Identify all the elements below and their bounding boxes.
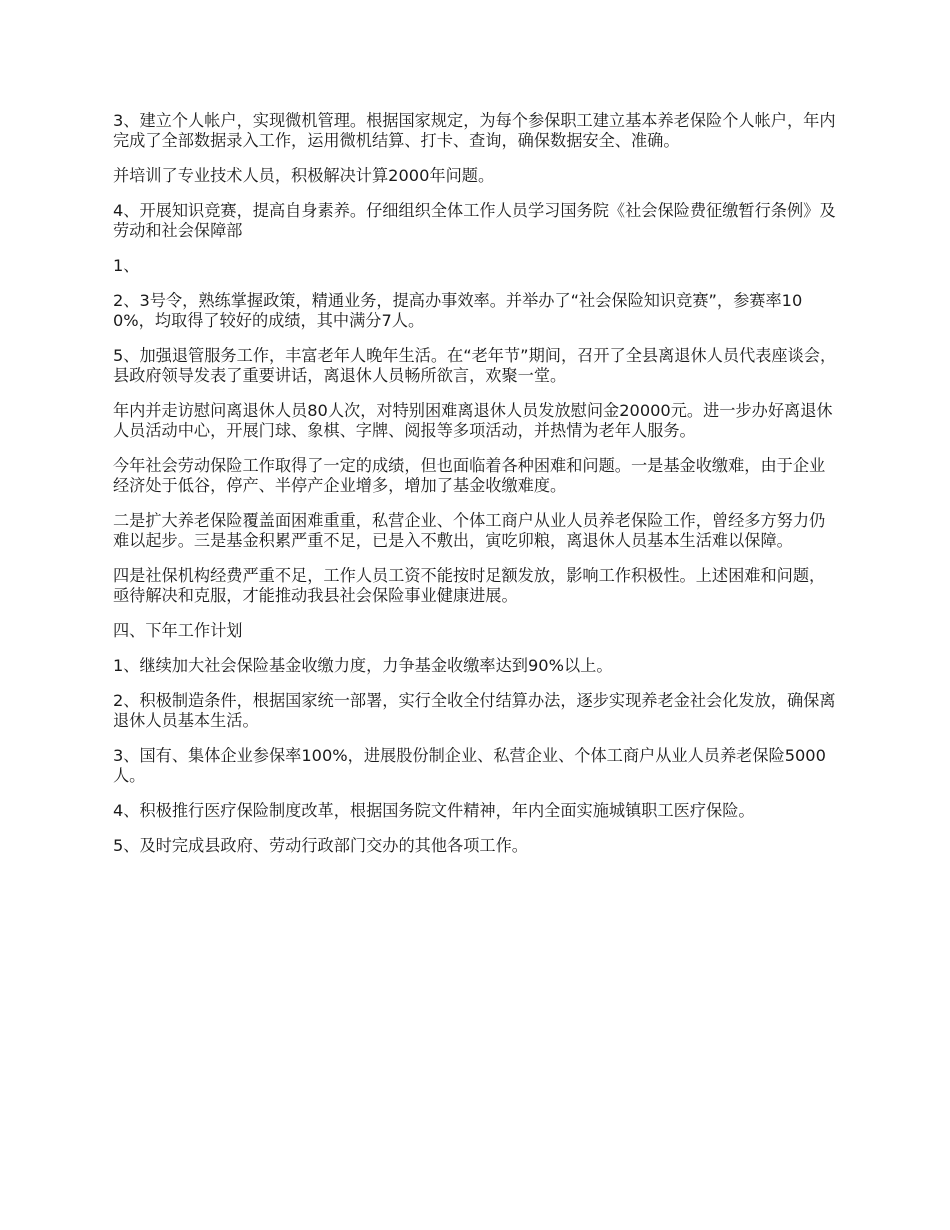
document-body	[113, 111, 838, 856]
paragraph-funding-shortage: 四是社保机构经费严重不足，工作人员工资不能按时足额发放，影响工作积极性。上述困难和问题，亟待解决和克服，才能推动我县社会保险事业健康进展。	[113, 566, 826, 605]
paragraph-contest-results: 2、3号令，熟练掌握政策，精通业务，提高办事效率。并举办了“社会保险知识竞赛”，参赛率100%，均取得了较好的成绩，其中满分7人。	[113, 291, 803, 330]
paragraph-retiree-visits: 年内并走访慰问离退休人员80人次，对特别困难离退休人员发放慰问金20000元。进一步办好离退休人员活动中心，开展门球、象棋、字牌、阅报等多项活动，并热情为老年人服务。	[113, 401, 833, 440]
plan-item-2: 2、积极制造条件，根据国家统一部署，实行全收全付结算办法，逐步实现养老金社会化发放，确保离退休人员基本生活。	[113, 691, 836, 730]
paragraph-technical-training: 并培训了专业技术人员，积极解决计算2000年问题。	[113, 166, 495, 185]
plan-item-5: 5、及时完成县政府、劳动行政部门交办的其他各项工作。	[113, 836, 528, 855]
paragraph-difficulties-intro: 今年社会劳动保险工作取得了一定的成绩，但也面临着各种困难和问题。一是基金收缴难，由于企业经济处于低谷，停产、半停产企业增多，增加了基金收缴难度。	[113, 456, 826, 495]
plan-item-3: 3、国有、集体企业参保率100%，进展股份制企业、私营企业、个体工商户从业人员养老保险5000人。	[113, 746, 826, 785]
paragraph-fragment-one: 1、	[113, 256, 140, 275]
paragraph-coverage-difficulties: 二是扩大养老保险覆盖面困难重重，私营企业、个体工商户从业人员养老保险工作，曾经多方努力仍难以起步。三是基金积累严重不足，已是入不敷出，寅吃卯粮，离退休人员基本生活难以保障。	[113, 511, 826, 550]
paragraph-account-setup: 3、建立个人帐户，实现微机管理。根据国家规定，为每个参保职工建立基本养老保险个人帐户，年内完成了全部数据录入工作，运用微机结算、打卡、查询，确保数据安全、准确。	[113, 111, 836, 150]
paragraph-knowledge-contest: 4、开展知识竞赛，提高自身素养。仔细组织全体工作人员学习国务院《社会保险费征缴暂行条例》及劳动和社会保障部	[113, 201, 836, 240]
plan-item-1: 1、继续加大社会保险基金收缴力度，力争基金收缴率达到90%以上。	[113, 656, 613, 675]
section-heading-next-year-plan: 四、下年工作计划	[113, 621, 243, 640]
plan-item-4: 4、积极推行医疗保险制度改革，根据国务院文件精神，年内全面实施城镇职工医疗保险。	[113, 801, 755, 820]
paragraph-retiree-services: 5、加强退管服务工作，丰富老年人晚年生活。在“老年节”期间，召开了全县离退休人员代表座谈会，县政府领导发表了重要讲话，离退休人员畅所欲言，欢聚一堂。	[113, 346, 837, 385]
